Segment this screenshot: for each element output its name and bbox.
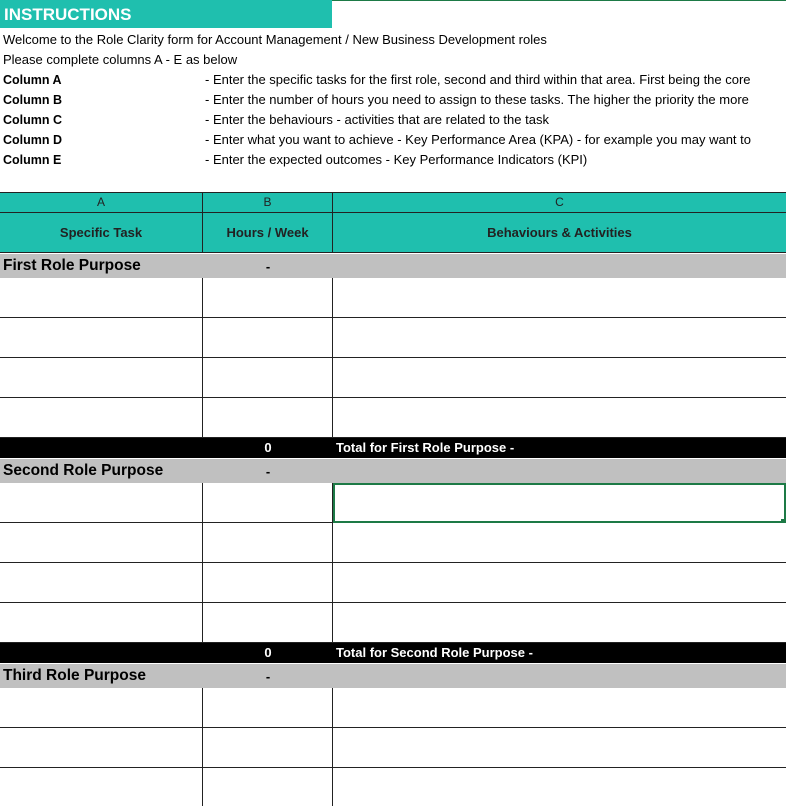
hours-cell[interactable] xyxy=(203,563,333,603)
column-letter-c xyxy=(333,192,786,213)
section-dash-third[interactable]: - xyxy=(265,669,271,684)
task-cell[interactable] xyxy=(0,398,203,438)
column-c-label: Column C xyxy=(3,113,63,127)
column-letter-a-text: A xyxy=(96,195,105,209)
hours-cell[interactable] xyxy=(203,688,333,728)
hours-cell[interactable] xyxy=(203,523,333,563)
please-complete-text: Please complete columns A - E as below xyxy=(3,52,238,67)
top-border xyxy=(332,0,786,1)
task-cell[interactable] xyxy=(0,358,203,398)
column-a-label: Column A xyxy=(3,73,62,87)
hours-cell[interactable] xyxy=(203,358,333,398)
total-value-first[interactable]: 0 xyxy=(264,440,272,455)
section-dash-second[interactable]: - xyxy=(265,464,271,479)
hours-cell[interactable] xyxy=(203,278,333,318)
column-a-desc: - Enter the specific tasks for the first role, second and third within that area. First being the core xyxy=(205,72,751,87)
task-cell[interactable] xyxy=(0,563,203,603)
header-hours-week[interactable] xyxy=(203,213,333,253)
task-cell[interactable] xyxy=(0,278,203,318)
welcome-text: Welcome to the Role Clarity form for Account Management / New Business Development roles xyxy=(3,32,547,47)
behaviours-cell[interactable] xyxy=(333,603,786,643)
hours-cell[interactable] xyxy=(203,398,333,438)
task-cell[interactable] xyxy=(0,728,203,768)
task-cell[interactable] xyxy=(0,688,203,728)
header-behaviours-activities[interactable] xyxy=(333,213,786,253)
behaviours-cell[interactable] xyxy=(333,358,786,398)
behaviours-cell[interactable] xyxy=(333,523,786,563)
task-cell[interactable] xyxy=(0,768,203,806)
behaviours-cell[interactable] xyxy=(333,398,786,438)
hours-cell[interactable] xyxy=(203,728,333,768)
section-label-third[interactable]: Third Role Purpose xyxy=(3,667,146,684)
column-e-desc: - Enter the expected outcomes - Key Performance Indicators (KPI) xyxy=(205,152,588,167)
header-specific-task[interactable] xyxy=(0,213,203,253)
column-letter-a xyxy=(0,192,203,213)
section-label-second[interactable]: Second Role Purpose xyxy=(3,462,164,479)
behaviours-cell[interactable] xyxy=(333,278,786,318)
column-letter-c-text: C xyxy=(555,195,564,209)
behaviours-cell[interactable] xyxy=(333,728,786,768)
total-value-second[interactable]: 0 xyxy=(264,645,272,660)
behaviours-cell[interactable] xyxy=(333,688,786,728)
task-cell[interactable] xyxy=(0,318,203,358)
behaviours-cell[interactable] xyxy=(333,768,786,806)
behaviours-cell-selected[interactable] xyxy=(333,483,786,523)
behaviours-cell[interactable] xyxy=(333,318,786,358)
total-label-first[interactable]: Total for First Role Purpose - xyxy=(336,440,515,455)
instructions-title: INSTRUCTIONS xyxy=(0,0,332,28)
hours-cell[interactable] xyxy=(203,318,333,358)
column-letter-b-text: B xyxy=(263,195,272,209)
task-cell[interactable] xyxy=(0,523,203,563)
column-c-desc: - Enter the behaviours - activities that are related to the task xyxy=(205,112,549,127)
section-dash-first[interactable]: - xyxy=(265,259,271,274)
column-b-label: Column B xyxy=(3,93,63,107)
column-e-label: Column E xyxy=(3,153,62,167)
column-b-desc: - Enter the number of hours you need to assign to these tasks. The higher the priority the more xyxy=(205,92,749,107)
task-cell[interactable] xyxy=(0,603,203,643)
column-d-desc: - Enter what you want to achieve - Key Performance Area (KPA) - for example you may want to xyxy=(205,132,751,147)
behaviours-cell[interactable] xyxy=(333,563,786,603)
header-specific-task-text: Specific Task xyxy=(59,225,143,240)
header-hours-week-text: Hours / Week xyxy=(226,225,309,240)
column-d-label: Column D xyxy=(3,133,63,147)
task-cell[interactable] xyxy=(0,483,203,523)
hours-cell[interactable] xyxy=(203,768,333,806)
hours-cell[interactable] xyxy=(203,603,333,643)
total-label-second[interactable]: Total for Second Role Purpose - xyxy=(336,645,533,660)
column-letter-b xyxy=(203,192,333,213)
header-behaviours-activities-text: Behaviours & Activities xyxy=(487,225,632,240)
hours-cell[interactable] xyxy=(203,483,333,523)
section-label-first[interactable]: First Role Purpose xyxy=(3,257,141,274)
